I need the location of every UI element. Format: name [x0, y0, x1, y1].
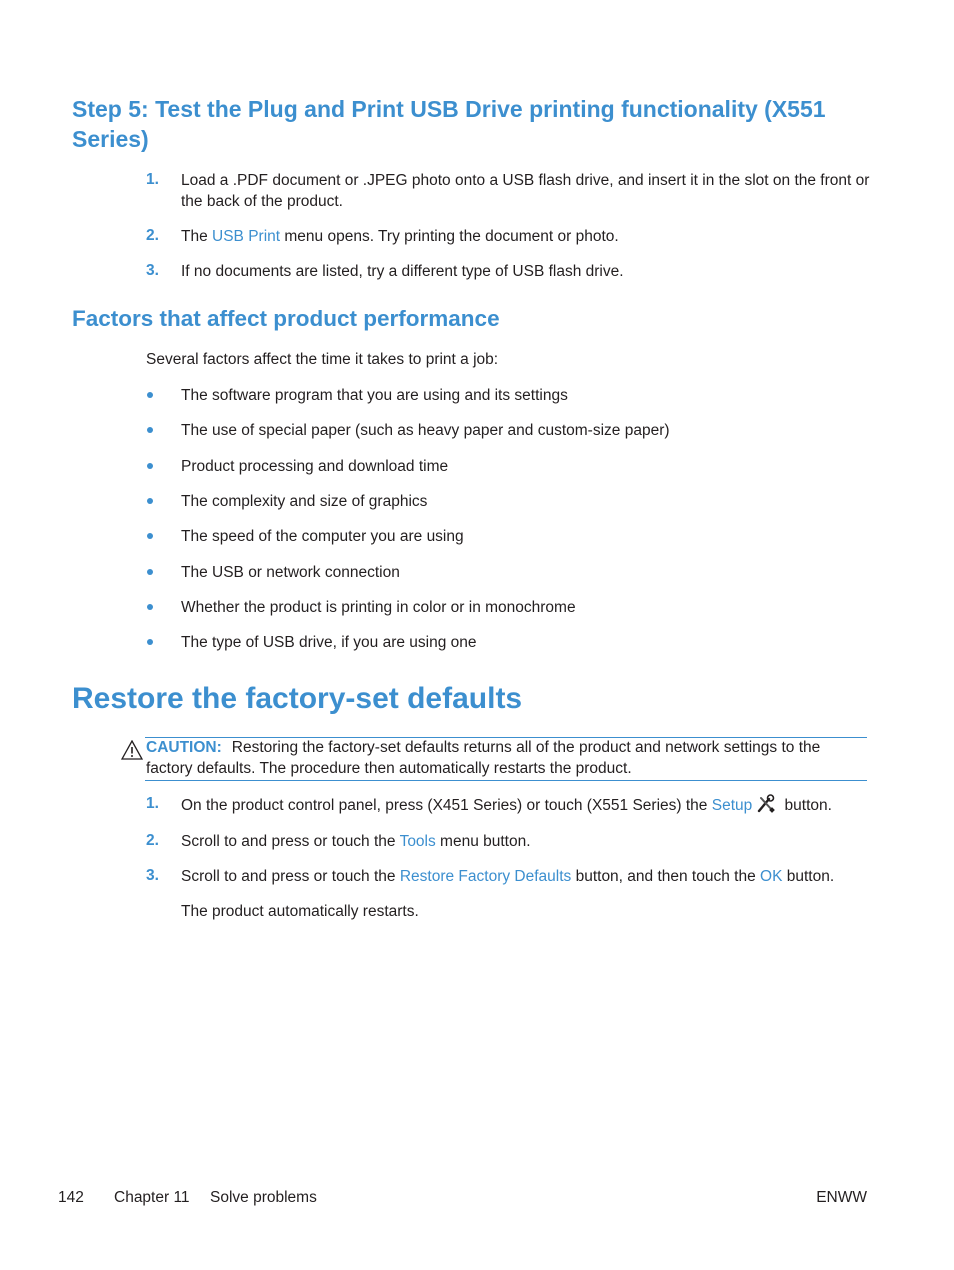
step-result: The product automatically restarts.: [181, 903, 419, 920]
bullet-dot: [147, 427, 153, 433]
bullet-dot: [147, 604, 153, 610]
bullet-item: The type of USB drive, if you are using one: [181, 634, 477, 652]
step-number: 3.: [146, 867, 159, 884]
bullet-item: The speed of the computer you are using: [181, 528, 464, 546]
setup-tools-icon: [755, 794, 777, 814]
caution-text: Restoring the factory-set defaults returns all of the product and network settings to the factory defaults. The procedure then automatically restarts the product.: [146, 739, 821, 777]
step-number: 3.: [146, 262, 159, 279]
step-number: 1.: [146, 171, 159, 188]
step-text-post: menu button.: [435, 833, 531, 850]
bullet-item: Product processing and download time: [181, 457, 449, 475]
caution-bottom-rule: [145, 780, 867, 781]
step-text: [181, 866, 871, 887]
usb-print-link: USB Print: [212, 228, 281, 245]
setup-link: Setup: [711, 797, 753, 814]
caution-note: [146, 737, 858, 779]
step-text: Load a .PDF document or .JPEG photo onto a USB flash drive, and insert it in the slot on the front or the back of the product.: [181, 172, 870, 210]
caution-label: CAUTION:: [146, 739, 222, 756]
bullet-dot: [147, 498, 153, 504]
bullet-dot: [147, 463, 153, 469]
step-number: 1.: [146, 795, 159, 812]
step-text: [181, 226, 871, 247]
step-text-post: menu opens. Try printing the document or photo.: [280, 228, 619, 245]
step-text-pre: Scroll to and press or touch the: [181, 833, 400, 850]
step-text-pre: On the product control panel, press (X451 Series) or touch (X551 Series) the: [181, 797, 712, 814]
step-text: [181, 794, 871, 816]
bullet-item: The complexity and size of graphics: [181, 492, 428, 510]
step-text-pre: The: [181, 228, 213, 245]
bullet-item: The USB or network connection: [181, 563, 400, 581]
footer-right: ENWW: [816, 1189, 867, 1206]
caution-triangle-icon: [121, 740, 143, 760]
step-number: 2.: [146, 227, 159, 244]
section-title-restore: Restore the factory-set defaults: [72, 682, 523, 715]
step-text: If no documents are listed, try a different type of USB flash drive.: [181, 263, 624, 280]
section-title-factors: Factors that affect product performance: [72, 306, 500, 331]
bullet-item: The software program that you are using and its settings: [181, 387, 568, 404]
footer-chapter-title: Solve problems: [210, 1189, 317, 1206]
step-text-mid: button, and then touch the: [571, 868, 761, 885]
step-text-post: button.: [780, 797, 832, 814]
bullet-dot: [147, 533, 153, 539]
section-intro: Several factors affect the time it takes to print a job:: [146, 351, 499, 368]
bullet-item: Whether the product is printing in color or in monochrome: [181, 598, 576, 616]
bullet-dot: [147, 569, 153, 575]
tools-link: Tools: [399, 833, 436, 850]
step-text-pre: Scroll to and press or touch the: [181, 868, 400, 885]
bullet-dot: [147, 639, 153, 645]
bullet-dot: [147, 392, 153, 398]
footer-chapter: Chapter 11: [114, 1189, 190, 1206]
restore-factory-defaults-link: Restore Factory Defaults: [399, 868, 572, 885]
step-number: 2.: [146, 832, 159, 849]
page-number: 142: [58, 1189, 84, 1206]
ok-link: OK: [760, 868, 783, 885]
bullet-item: The use of special paper (such as heavy paper and custom-size paper): [181, 422, 670, 440]
step-text: [181, 831, 871, 852]
section-title-step5: Step 5: Test the Plug and Print USB Drive printing functionality (X551 Series): [72, 96, 826, 152]
step-text-post: button.: [782, 868, 835, 885]
